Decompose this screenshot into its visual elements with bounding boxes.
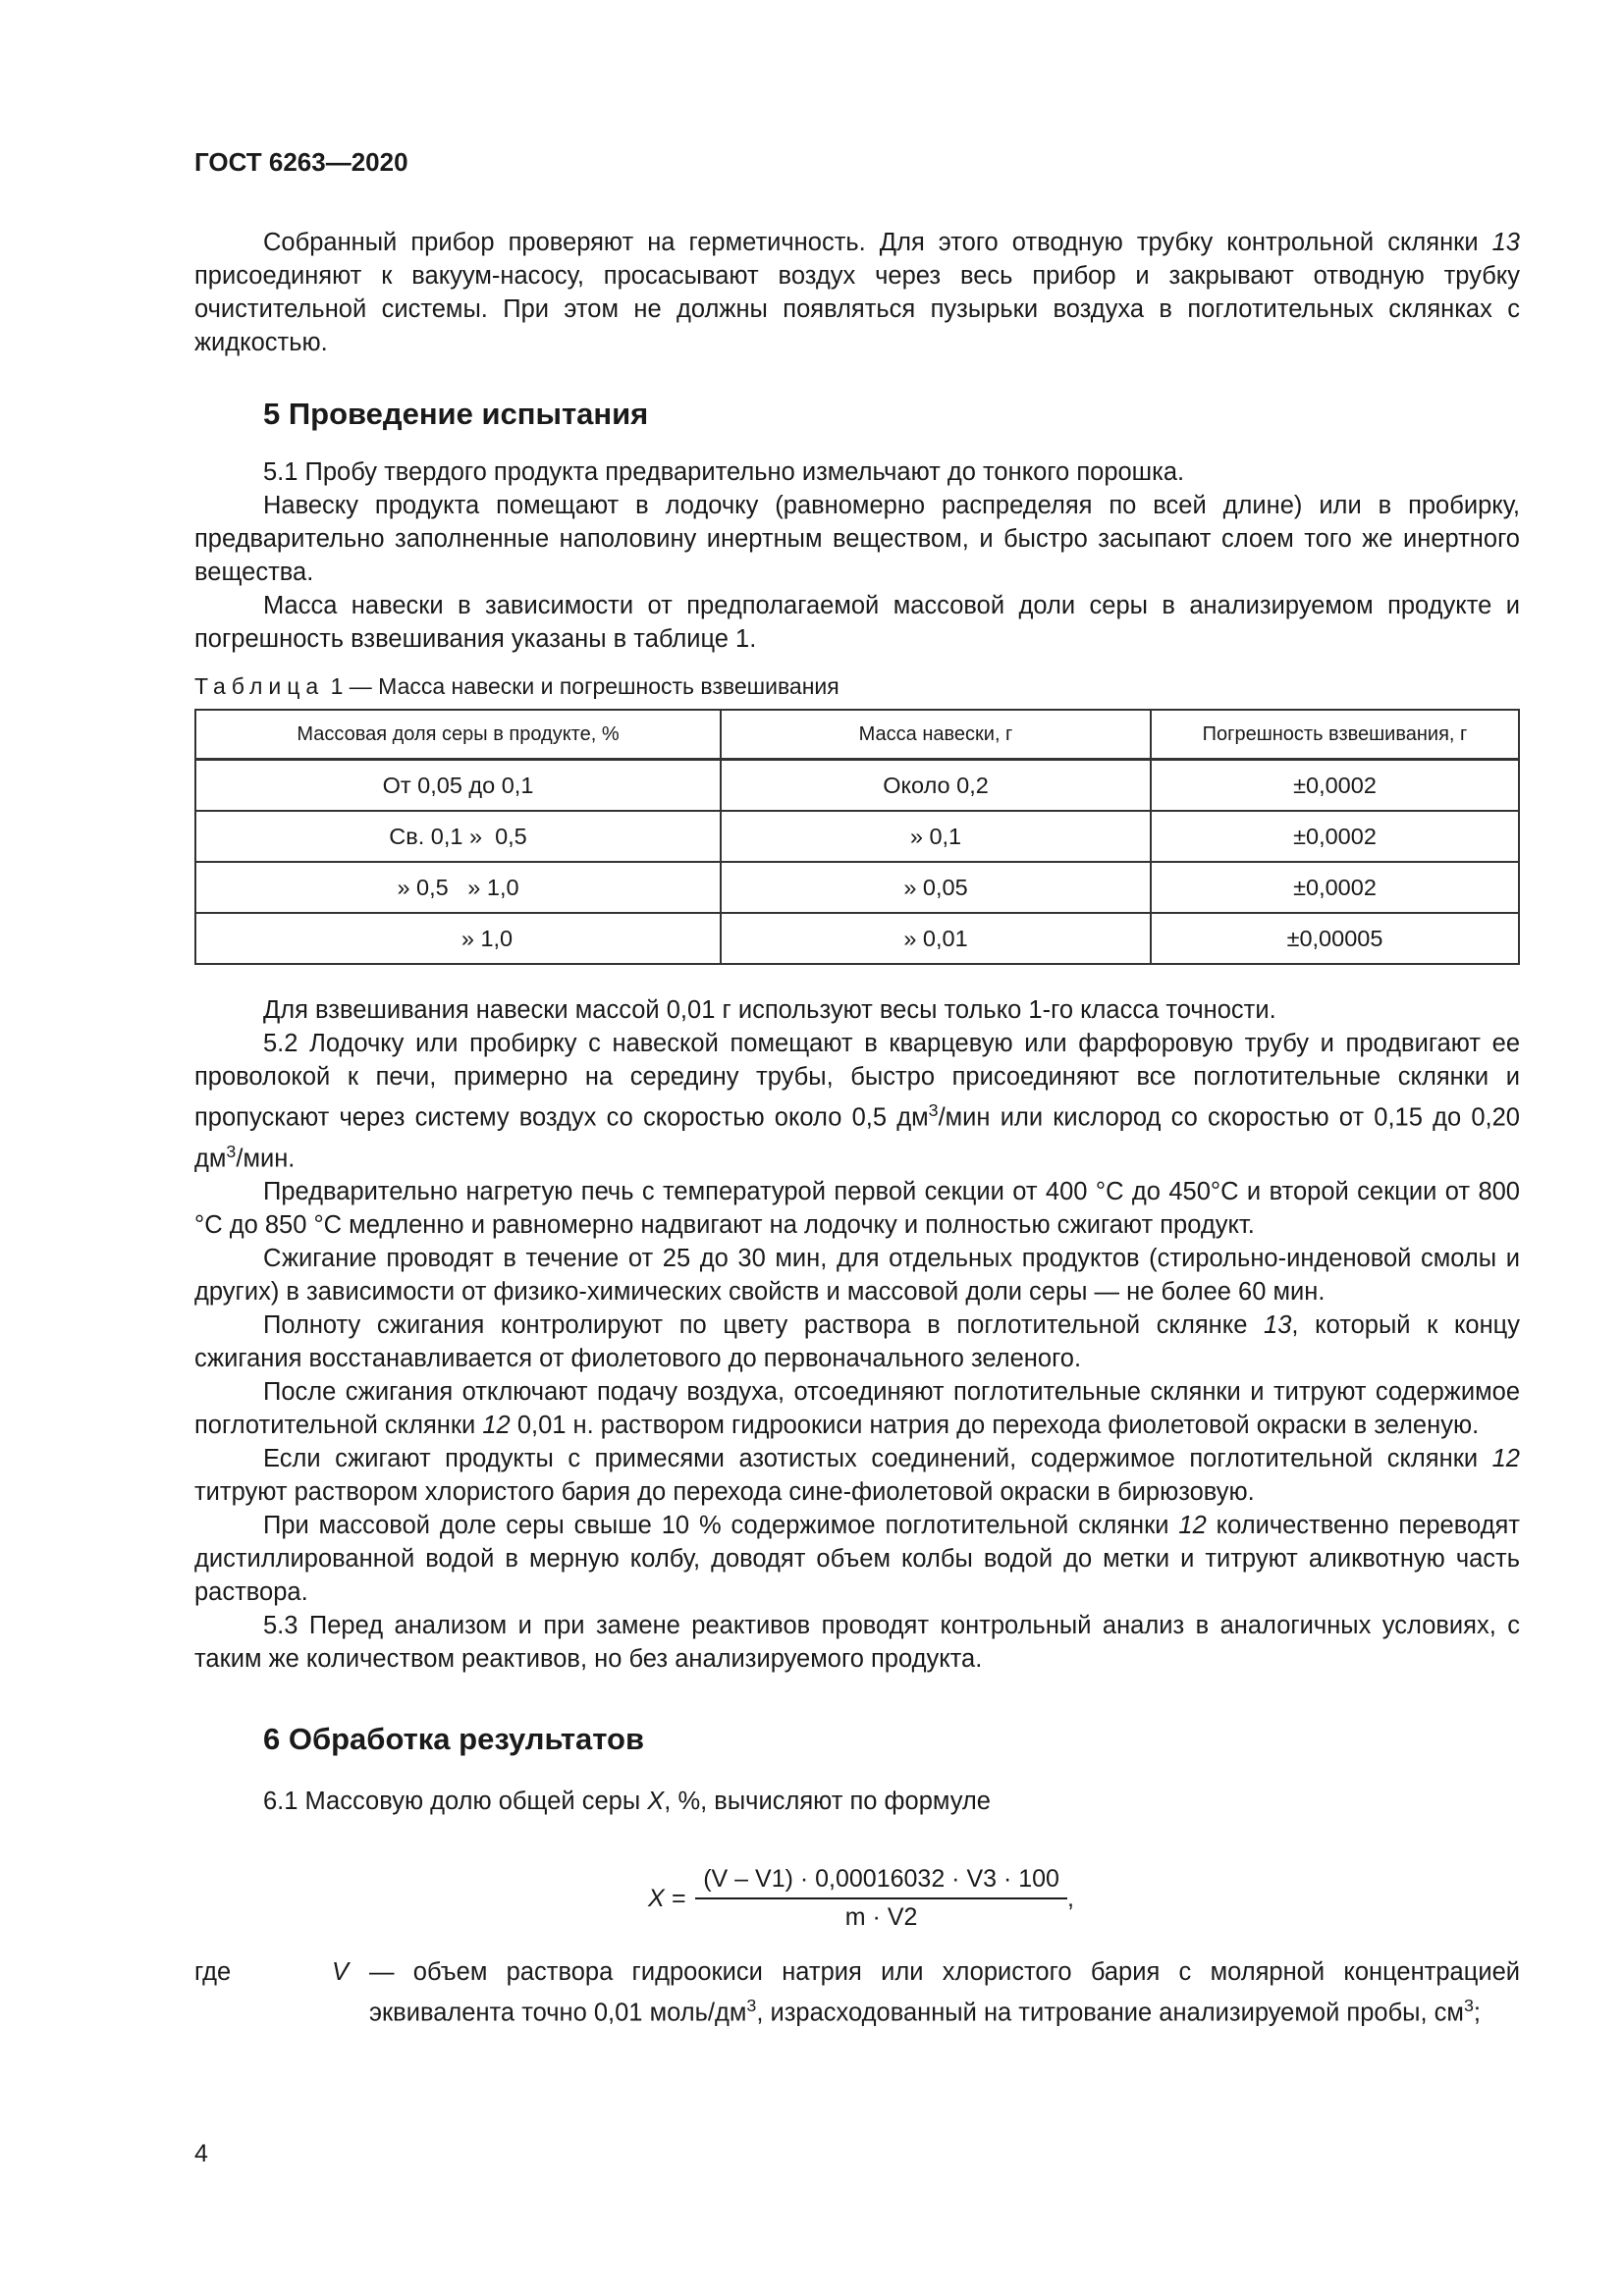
paragraph-weighing: Для взвешивания навески массой 0,01 г используют весы только 1-го класса точности. <box>263 996 1276 1024</box>
table-cell: Около 0,2 <box>721 760 1151 812</box>
section-5-body <box>194 455 1520 656</box>
paragraph-high-sulfur: При массовой доле серы свыше 10 % содержимое поглотительной склянки 12 количественно переводят дистиллированной водой в мерную колбу, доводят объем колбы водой до метки и титруют аликвотную часть раствора. <box>194 1512 1520 1606</box>
paragraph-6-1: 6.1 Массовую долю общей серы X, %, вычисляют по формуле <box>263 1788 991 1815</box>
table-header-cell: Массовая доля серы в продукте, % <box>195 710 721 760</box>
table-cell: » 0,01 <box>721 913 1151 964</box>
section-6-title: 6 Обработка результатов <box>263 1722 645 1756</box>
table-header-cell: Погрешность взвешивания, г <box>1151 710 1519 760</box>
table-header-row <box>195 710 1519 760</box>
paragraph-5-1: 5.1 Пробу твердого продукта предварительно измельчают до тонкого порошка. <box>263 458 1185 486</box>
paragraph-combustion-time: Сжигание проводят в течение от 25 до 30 мин, для отдельных продуктов (стирольно-инденовой смолы и других) в зависимости от физико-химических свойств и массовой доли серы — не более 60 мин. <box>194 1245 1520 1306</box>
section-6-body <box>194 1785 1520 1818</box>
table-row <box>195 760 1519 812</box>
paragraph-sample-mass: Масса навески в зависимости от предполагаемой массовой доли серы в анализируемом продукте и погрешность взвешивания указаны в таблице 1. <box>194 592 1520 653</box>
table-cell: Св. 0,1 » 0,5 <box>195 811 721 862</box>
table-cell: ±0,00005 <box>1151 913 1519 964</box>
sulfur-formula <box>648 1865 1074 1932</box>
formula-trail: , <box>1066 1884 1074 1912</box>
formula-denominator: m · V2 <box>844 1903 918 1931</box>
table-1-caption: Таблица 1 — Масса навески и погрешность взвешивания <box>194 673 839 699</box>
paragraph-furnace: Предварительно нагретую печь с температурой первой секции от 400 °С до 450°С и второй секции от 800 °С до 850 °С медленно и равномерно надвигают на лодочку и полностью сжигают продукт. <box>194 1178 1520 1239</box>
section-5-title: 5 Проведение испытания <box>263 397 649 431</box>
table-row <box>195 913 1519 964</box>
paragraph-combustion-control: Полноту сжигания контролируют по цвету раствора в поглотительной склянке 13, который к концу сжигания восстанавливается от фиолетового до первоначального зеленого. <box>194 1311 1521 1372</box>
paragraph-nitrogen: Если сжигают продукты с примесями азотистых соединений, содержимое поглотительной склянки 12 титруют раствором хлористого бария до перехода сине-фиолетовой окраски в бирюзовую. <box>194 1445 1520 1506</box>
variable-description: — объем раствора гидроокиси натрия или хлористого бария с молярной концентрацией эквивалента точно 0,01 моль/$дм^3$, израсходованный на титрование анализируемой пробы, $см^3$; <box>369 1958 1520 2027</box>
intro-paragraph: Собранный прибор проверяют на герметичность. Для этого отводную трубку контрольной склянки 13 присоединяют к вакуум-насосу, просасывают воздух через весь прибор и закрывают отводную трубку очистительной системы. При этом не должны появляться пузырьки воздуха в поглотительных склянках с жидкостью. <box>194 229 1520 356</box>
paragraph-5-2: 5.2 Лодочку или пробирку с навеской помещают в кварцевую или фарфоровую трубу и продвигают ее проволокой к печи, примерно на середину трубы, быстро присоединяют все поглотительные склянки и пропускают через систему воздух со скоростью около 0,5 $дм^3$/мин или кислород со скоростью от 0,15 до 0,20 $дм^3$/мин. <box>194 1030 1520 1172</box>
formula-numerator: (V – V1) · 0,00016032 · V3 · 100 <box>695 1865 1067 1899</box>
table-cell: ±0,0002 <box>1151 760 1519 812</box>
table-cell: » 1,0 <box>195 913 721 964</box>
where-label: где <box>194 1958 232 1986</box>
table-cell: От 0,05 до 0,1 <box>195 760 721 812</box>
table-header-cell: Масса навески, г <box>721 710 1151 760</box>
document-header: ГОСТ 6263—2020 <box>194 147 408 177</box>
table-row <box>195 862 1519 913</box>
page-number: 4 <box>194 2140 208 2167</box>
variable-symbol: V <box>332 1958 350 1986</box>
table-cell: » 0,05 <box>721 862 1151 913</box>
table-cell: ±0,0002 <box>1151 862 1519 913</box>
paragraph-sample-placement: Навеску продукта помещают в лодочку (равномерно распределяя по всей длине) или в пробирку, предварительно заполненные наполовину инертным веществом, и быстро засыпают слоем того же инертного вещества. <box>194 492 1520 586</box>
formula-fraction <box>695 1865 1067 1932</box>
table-cell: » 0,5 » 1,0 <box>195 862 721 913</box>
paragraph-5-3: 5.3 Перед анализом и при замене реактивов проводят контрольный анализ в аналогичных условиях, с таким же количеством реактивов, но без анализируемого продукта. <box>194 1612 1520 1673</box>
table-1 <box>194 709 1520 965</box>
formula-lhs: X = <box>648 1884 686 1912</box>
table-cell: » 0,1 <box>721 811 1151 862</box>
section-5-continued <box>194 993 1520 1676</box>
table-cell: ±0,0002 <box>1151 811 1519 862</box>
table-row <box>195 811 1519 862</box>
paragraph-titration: После сжигания отключают подачу воздуха, отсоединяют поглотительные склянки и титруют содержимое поглотительной склянки 12 0,01 н. раствором гидроокиси натрия до перехода фиолетовой окраски в зеленую. <box>194 1378 1520 1439</box>
